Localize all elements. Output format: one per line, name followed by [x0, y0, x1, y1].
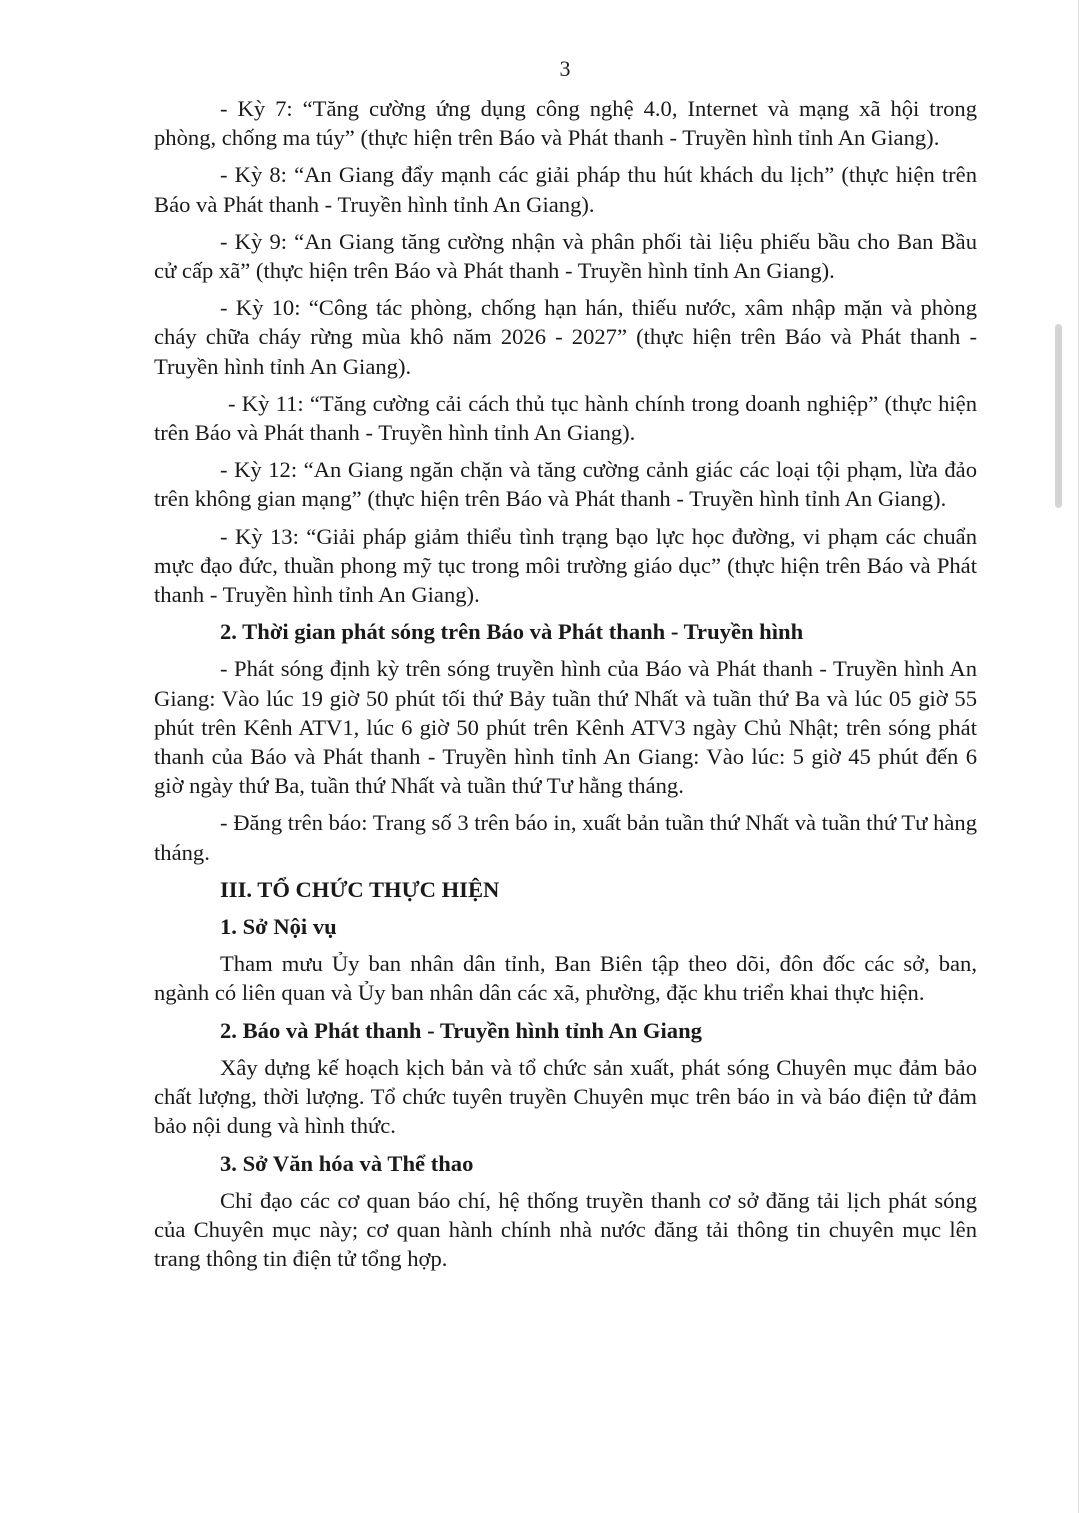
paragraph-ky-10: - Kỳ 10: “Công tác phòng, chống hạn hán, thiếu nước, xâm nhập mặn và phòng cháy chữa cháy rừng mùa khô năm 2026 - 2027” (thực hiện trên Báo và Phát thanh - Truyền hình tỉnh An Giang).	[154, 295, 977, 379]
heading-broadcast-time: 2. Thời gian phát sóng trên Báo và Phát thanh - Truyền hình	[220, 619, 804, 645]
document-body	[154, 94, 977, 1281]
paragraph-bao-phat-thanh: Xây dựng kế hoạch kịch bản và tổ chức sản xuất, phát sóng Chuyên mục đảm bảo chất lượng, thời lượng. Tổ chức tuyên truyền Chuyên mục trên báo in và báo điện tử đảm bảo nội dung và hình thức.	[154, 1054, 977, 1139]
paragraph-broadcast-schedule: - Phát sóng định kỳ trên sóng truyền hình của Báo và Phát thanh - Truyền hình An Giang: Vào lúc 19 giờ 50 phút tối thứ Bảy tuần thứ Nhất và tuần thứ Ba và lúc 05 giờ 55 phút trên Kênh ATV1, lúc 6 giờ 50 phút trên Kênh ATV3 ngày Chủ Nhật; trên sóng phát thanh của Báo và Phát thanh - Truyền hình tỉnh An Giang: Vào lúc: 5 giờ 45 phút đến 6 giờ ngày thứ Ba, tuần thứ Nhất và tuần thứ Tư hằng tháng.	[154, 656, 977, 799]
page-number: 3	[559, 56, 571, 81]
heading-bao-phat-thanh: 2. Báo và Phát thanh - Truyền hình tỉnh An Giang	[220, 1017, 702, 1043]
heading-so-noi-vu: 1. Sở Nội vụ	[220, 914, 337, 940]
page-edge-divider	[1078, 0, 1079, 1513]
paragraph-ky-9: - Kỳ 9: “An Giang tăng cường nhận và phân phối tài liệu phiếu bầu cho Ban Bầu cử cấp xã” (thực hiện trên Báo và Phát thanh - Truyền hình tỉnh An Giang).	[154, 228, 977, 284]
paragraph-ky-7: - Kỳ 7: “Tăng cường ứng dụng công nghệ 4.0, Internet và mạng xã hội trong phòng, chống ma túy” (thực hiện trên Báo và Phát thanh - Truyền hình tỉnh An Giang).	[154, 96, 977, 151]
paragraph-ky-13: - Kỳ 13: “Giải pháp giảm thiểu tình trạng bạo lực học đường, vi phạm các chuẩn mực đạo đức, thuần phong mỹ tục trong môi trường giáo dục” (thực hiện trên Báo và Phát thanh - Truyền hình tỉnh An Giang).	[154, 523, 977, 608]
paragraph-so-noi-vu: Tham mưu Ủy ban nhân dân tỉnh, Ban Biên tập theo dõi, đôn đốc các sở, ban, ngành có liên quan và Ủy ban nhân dân các xã, phường, đặc khu triển khai thực hiện.	[154, 951, 977, 1006]
heading-so-van-hoa: 3. Sở Văn hóa và Thể thao	[220, 1150, 474, 1176]
paragraph-ky-8: - Kỳ 8: “An Giang đẩy mạnh các giải pháp thu hút khách du lịch” (thực hiện trên Báo và Phát thanh - Truyền hình tỉnh An Giang).	[154, 162, 977, 217]
paragraph-so-van-hoa: Chỉ đạo các cơ quan báo chí, hệ thống truyền thanh cơ sở đăng tải lịch phát sóng của Chuyên mục này; cơ quan hành chính nhà nước đăng tải thông tin chuyên mục lên trang thông tin điện tử tổng hợp.	[154, 1187, 977, 1272]
vertical-scrollbar[interactable]	[1055, 324, 1062, 508]
paragraph-ky-11: - Kỳ 11: “Tăng cường cải cách thủ tục hành chính trong doanh nghiệp” (thực hiện trên Báo và Phát thanh - Truyền hình tỉnh An Giang).	[154, 390, 977, 446]
heading-section-iii: III. TỔ CHỨC THỰC HIỆN	[220, 876, 500, 902]
paragraph-ky-12: - Kỳ 12: “An Giang ngăn chặn và tăng cường cảnh giác các loại tội phạm, lừa đảo trên không gian mạng” (thực hiện trên Báo và Phát thanh - Truyền hình tỉnh An Giang).	[154, 457, 977, 512]
paragraph-newspaper-publishing: - Đăng trên báo: Trang số 3 trên báo in, xuất bản tuần thứ Nhất và tuần thứ Tư hàng tháng.	[154, 810, 977, 865]
